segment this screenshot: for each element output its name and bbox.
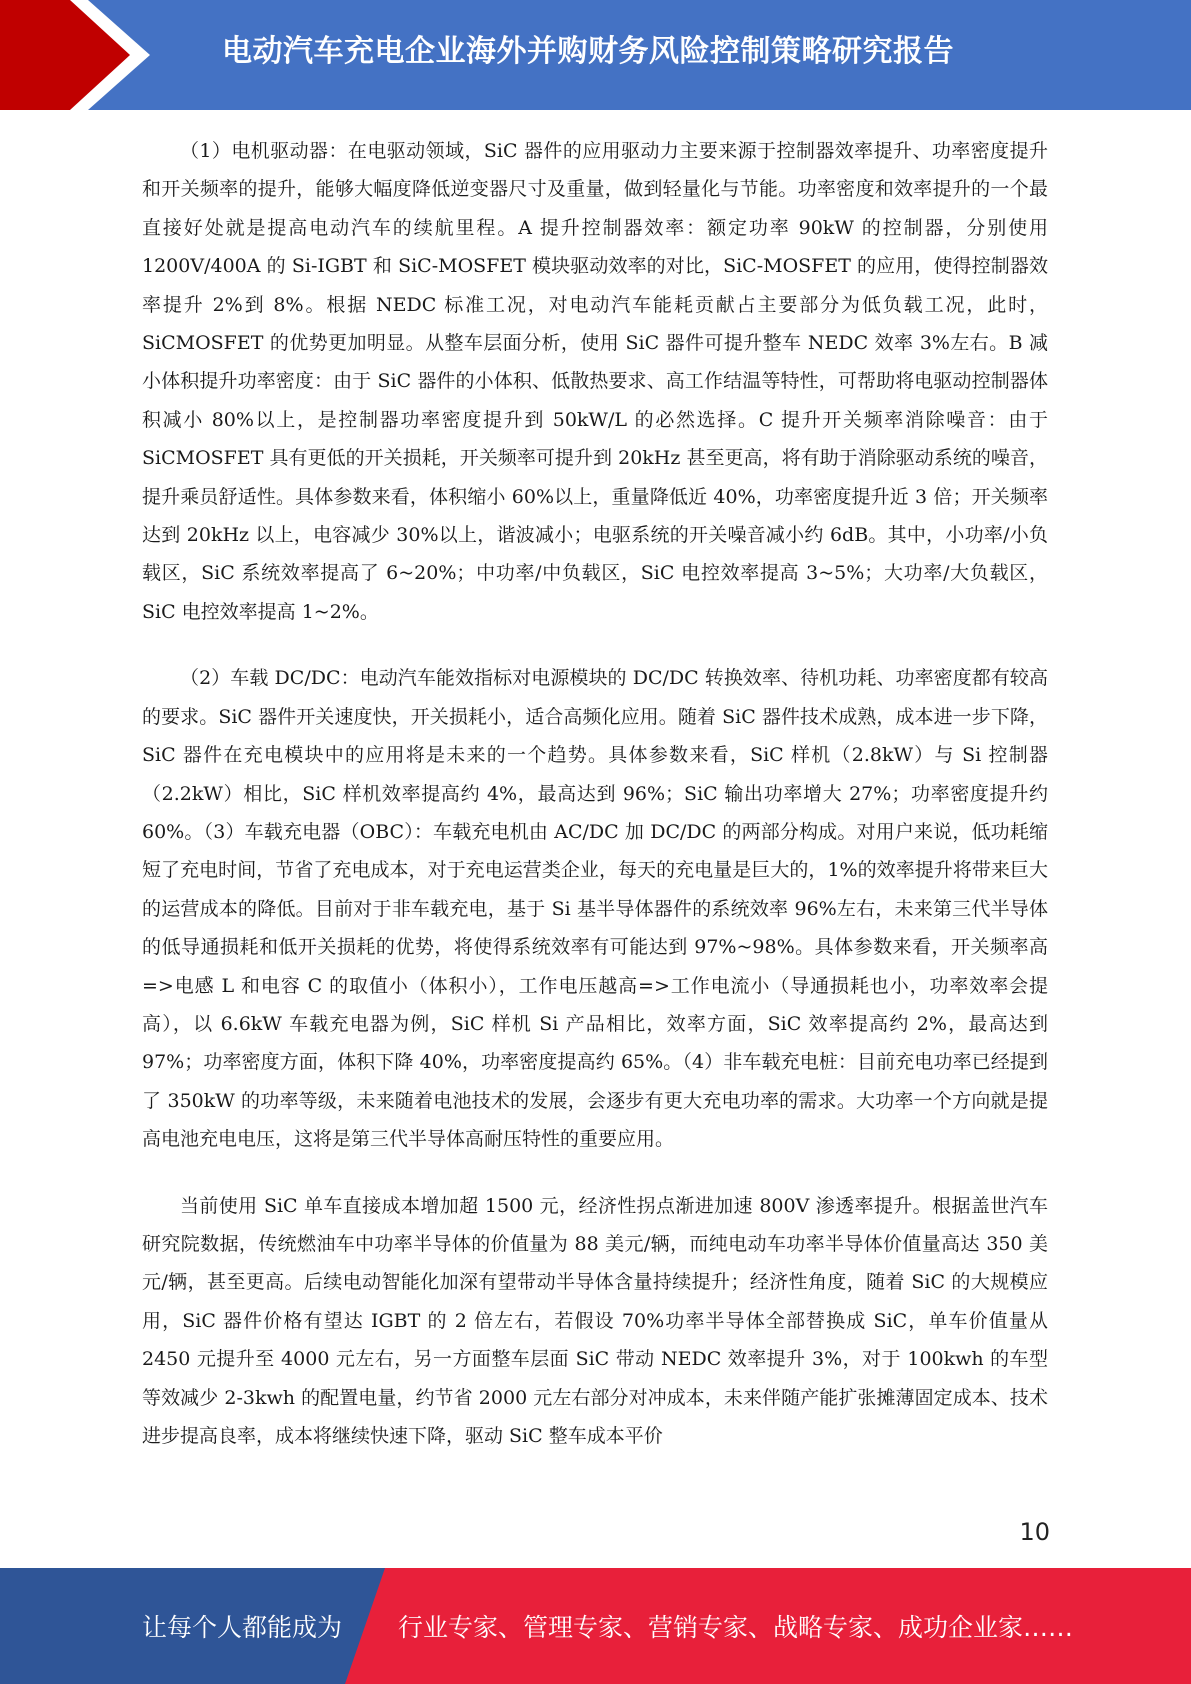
header-arrow-icon: [0, 0, 160, 110]
footer-slogan-left: 让每个人都能成为: [142, 1613, 343, 1642]
paragraph-onboard-dcdc: （2）车载 DC/DC：电动汽车能效指标对电源模块的 DC/DC 转换效率、待机功耗、功率密度都有较高的要求。SiC 器件开关速度快，开关损耗小，适合高频化应用。随着 SiC 器件技术成熟，成本进一步下降，SiC 器件在充电模块中的应用将是未来的一个趋势。具体参数来看，SiC 样机（2.8kW）与 Si 控制器（2.2kW）相比，SiC 样机效率提高约 4%，最高达到 96%；SiC 输出功率增大 27%；功率密度提升约 60%。（3）车载充电器（OBC）：车载充电机由 AC/DC 加 DC/DC 的两部分构成。对用户来说，低功耗缩短了充电时间，节省了充电成本，对于充电运营类企业，每天的充电量是巨大的，1%的效率提升将带来巨大的运营成本的降低。目前对于非车载充电，基于 Si 基半导体器件的系统效率 96%左右，未来第三代半导体的低导通损耗和低开关损耗的优势，将使得系统效率有可能达到 97%~98%。具体参数来看，开关频率高=>电感 L 和电容 C 的取值小（体积小），工作电压越高=>工作电流小（导通损耗也小，功率效率会提高），以 6.6kW 车载充电器为例，SiC 样机 Si 产品相比，效率方面，SiC 效率提高约 2%，最高达到 97%；功率密度方面，体积下降 40%，功率密度提高约 65%。（4）非车载充电桩：目前充电功率已经提到了 350kW 的功率等级，未来随着电池技术的发展，会逐步有更大充电功率的需求。大功率一个方向就是提高电池充电电压，这将是第三代半导体高耐压特性的重要应用。: [142, 667, 1048, 1151]
report-title: 电动汽车充电企业海外并购财务风险控制策略研究报告: [222, 34, 954, 69]
page-header: [0, 0, 1191, 110]
paragraph-cost-analysis: 当前使用 SiC 单车直接成本增加超 1500 元，经济性拐点渐进加速 800V 渗透率提升。根据盖世汽车研究院数据，传统燃油车中功率半导体的价值量为 88 美元/辆，而纯电动车功率半导体价值量高达 350 美元/辆，甚至更高。后续电动智能化加深有望带动半导体含量持续提升；经济性角度，随着 SiC 的大规模应用，SiC 器件价格有望达 IGBT 的 2 倍左右，若假设 70%功率半导体全部替换成 SiC，单车价值量从 2450 元提升至 4000 元左右，另一方面整车层面 SiC 带动 NEDC 效率提升 3%，对于 100kwh 的车型等效减少 2-3kwh 的配置电量，约节省 2000 元左右部分对冲成本，未来伴随产能扩张摊薄固定成本、技术进步提高良率，成本将继续快速下降，驱动 SiC 整车成本平价: [142, 1194, 1048, 1447]
page-number: 10: [1019, 1518, 1050, 1546]
body-content: [142, 132, 1048, 1483]
footer-slogan-right: 行业专家、管理专家、营销专家、战略专家、成功企业家……: [398, 1613, 1074, 1642]
paragraph-motor-driver: （1）电机驱动器：在电驱动领域，SiC 器件的应用驱动力主要来源于控制器效率提升、功率密度提升和开关频率的提升，能够大幅度降低逆变器尺寸及重量，做到轻量化与节能。功率密度和效率提升的一个最直接好处就是提高电动汽车的续航里程。A 提升控制器效率：额定功率 90kW 的控制器，分别使用 1200V/400A 的 Si-IGBT 和 SiC-MOSFET 模块驱动效率的对比，SiC-MOSFET 的应用，使得控制器效率提升 2%到 8%。根据 NEDC 标准工况，对电动汽车能耗贡献占主要部分为低负载工况，此时，SiCMOSFET 的优势更加明显。从整车层面分析，使用 SiC 器件可提升整车 NEDC 效率 3%左右。B 减小体积提升功率密度：由于 SiC 器件的小体积、低散热要求、高工作结温等特性，可帮助将电驱动控制器体积减小 80%以上，是控制器功率密度提升到 50kW/L 的必然选择。C 提升开关频率消除噪音：由于 SiCMOSFET 具有更低的开关损耗，开关频率可提升到 20kHz 甚至更高，将有助于消除驱动系统的噪音，提升乘员舒适性。具体参数来看，体积缩小 60%以上，重量降低近 40%，功率密度提升近 3 倍；开关频率达到 20kHz 以上，电容减少 30%以上，谐波减小；电驱系统的开关噪音减小约 6dB。其中，小功率/小负载区，SiC 系统效率提高了 6~20%；中功率/中负载区，SiC 电控效率提高 3~5%；大功率/大负载区，SiC 电控效率提高 1~2%。: [142, 140, 1048, 623]
page-footer: [0, 1568, 1191, 1684]
